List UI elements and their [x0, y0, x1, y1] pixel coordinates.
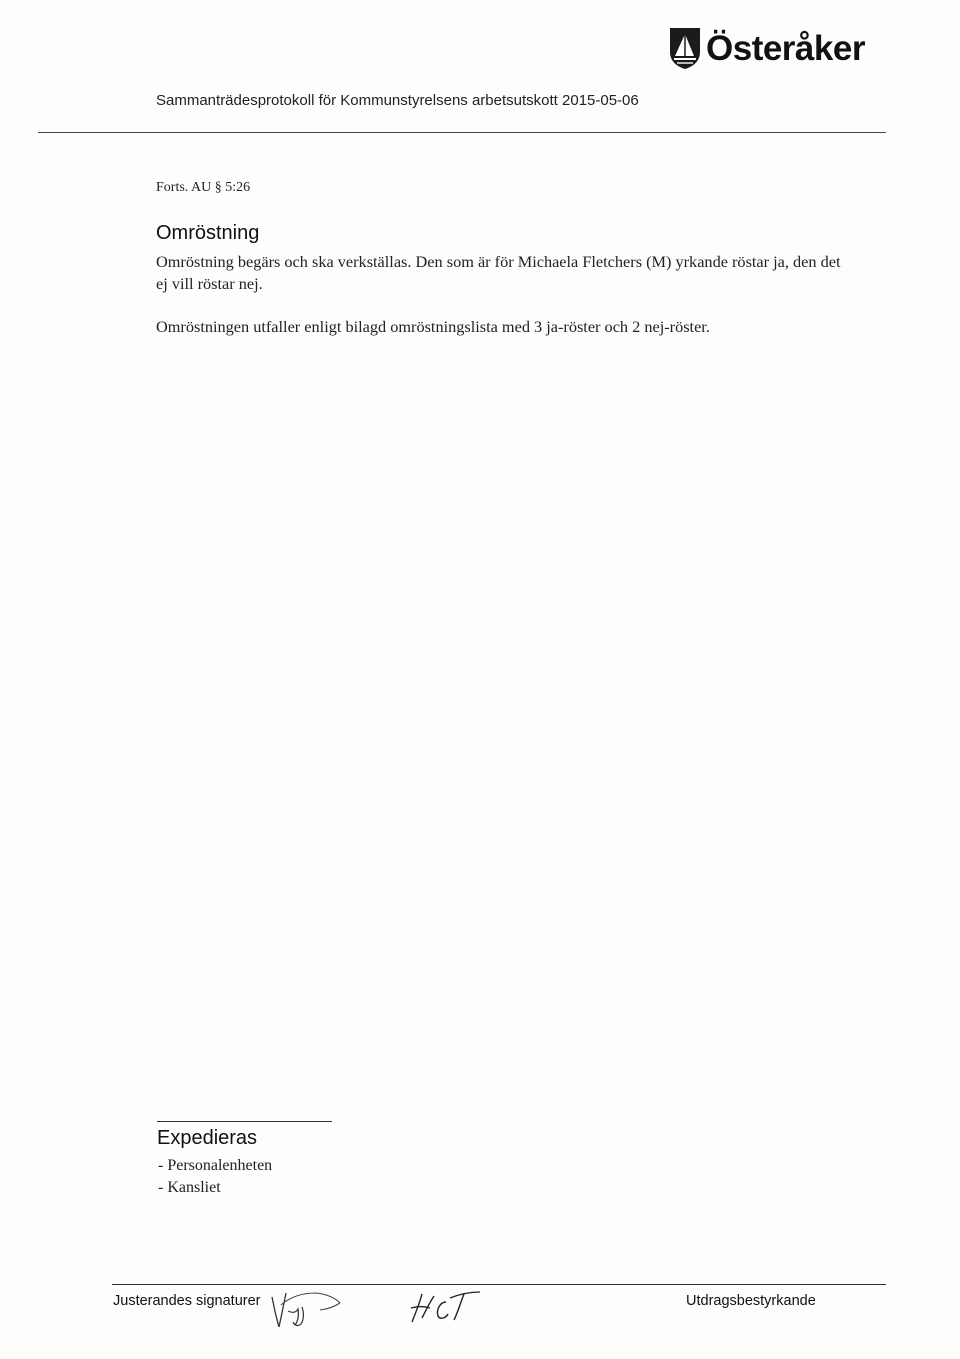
signatures-label: Justerandes signaturer: [113, 1293, 261, 1309]
handwritten-signature-2: [406, 1288, 484, 1328]
footer-divider: [112, 1284, 886, 1285]
paragraph-vote-result: Omröstningen utfaller enligt bilagd omröstningslista med 3 ja-röster och 2 nej-röster.: [156, 317, 710, 336]
logo: [668, 26, 865, 70]
municipal-crest-icon: [668, 26, 702, 70]
distribution-title: Expedieras: [157, 1127, 258, 1149]
distribution-divider: [157, 1121, 332, 1122]
list-item: - Kansliet: [158, 1179, 221, 1196]
section-title: Omröstning: [156, 222, 260, 244]
list-item: - Personalenheten: [158, 1157, 273, 1174]
logo-wordmark: Österåker: [706, 28, 865, 68]
handwritten-signature-1: [268, 1283, 346, 1331]
distribution-list: [158, 1155, 272, 1199]
paragraph-vote-request: Omröstning begärs och ska verkställas. Den som är för Michaela Fletchers (M) yrkande röstar ja, den det ej vill röstar nej.: [156, 252, 841, 293]
continuation-reference: Forts. AU § 5:26: [156, 180, 251, 195]
document-header: Sammanträdesprotokoll för Kommunstyrelsens arbetsutskott 2015-05-06: [156, 92, 639, 109]
certification-label: Utdragsbestyrkande: [686, 1293, 816, 1309]
header-divider: [38, 132, 886, 133]
